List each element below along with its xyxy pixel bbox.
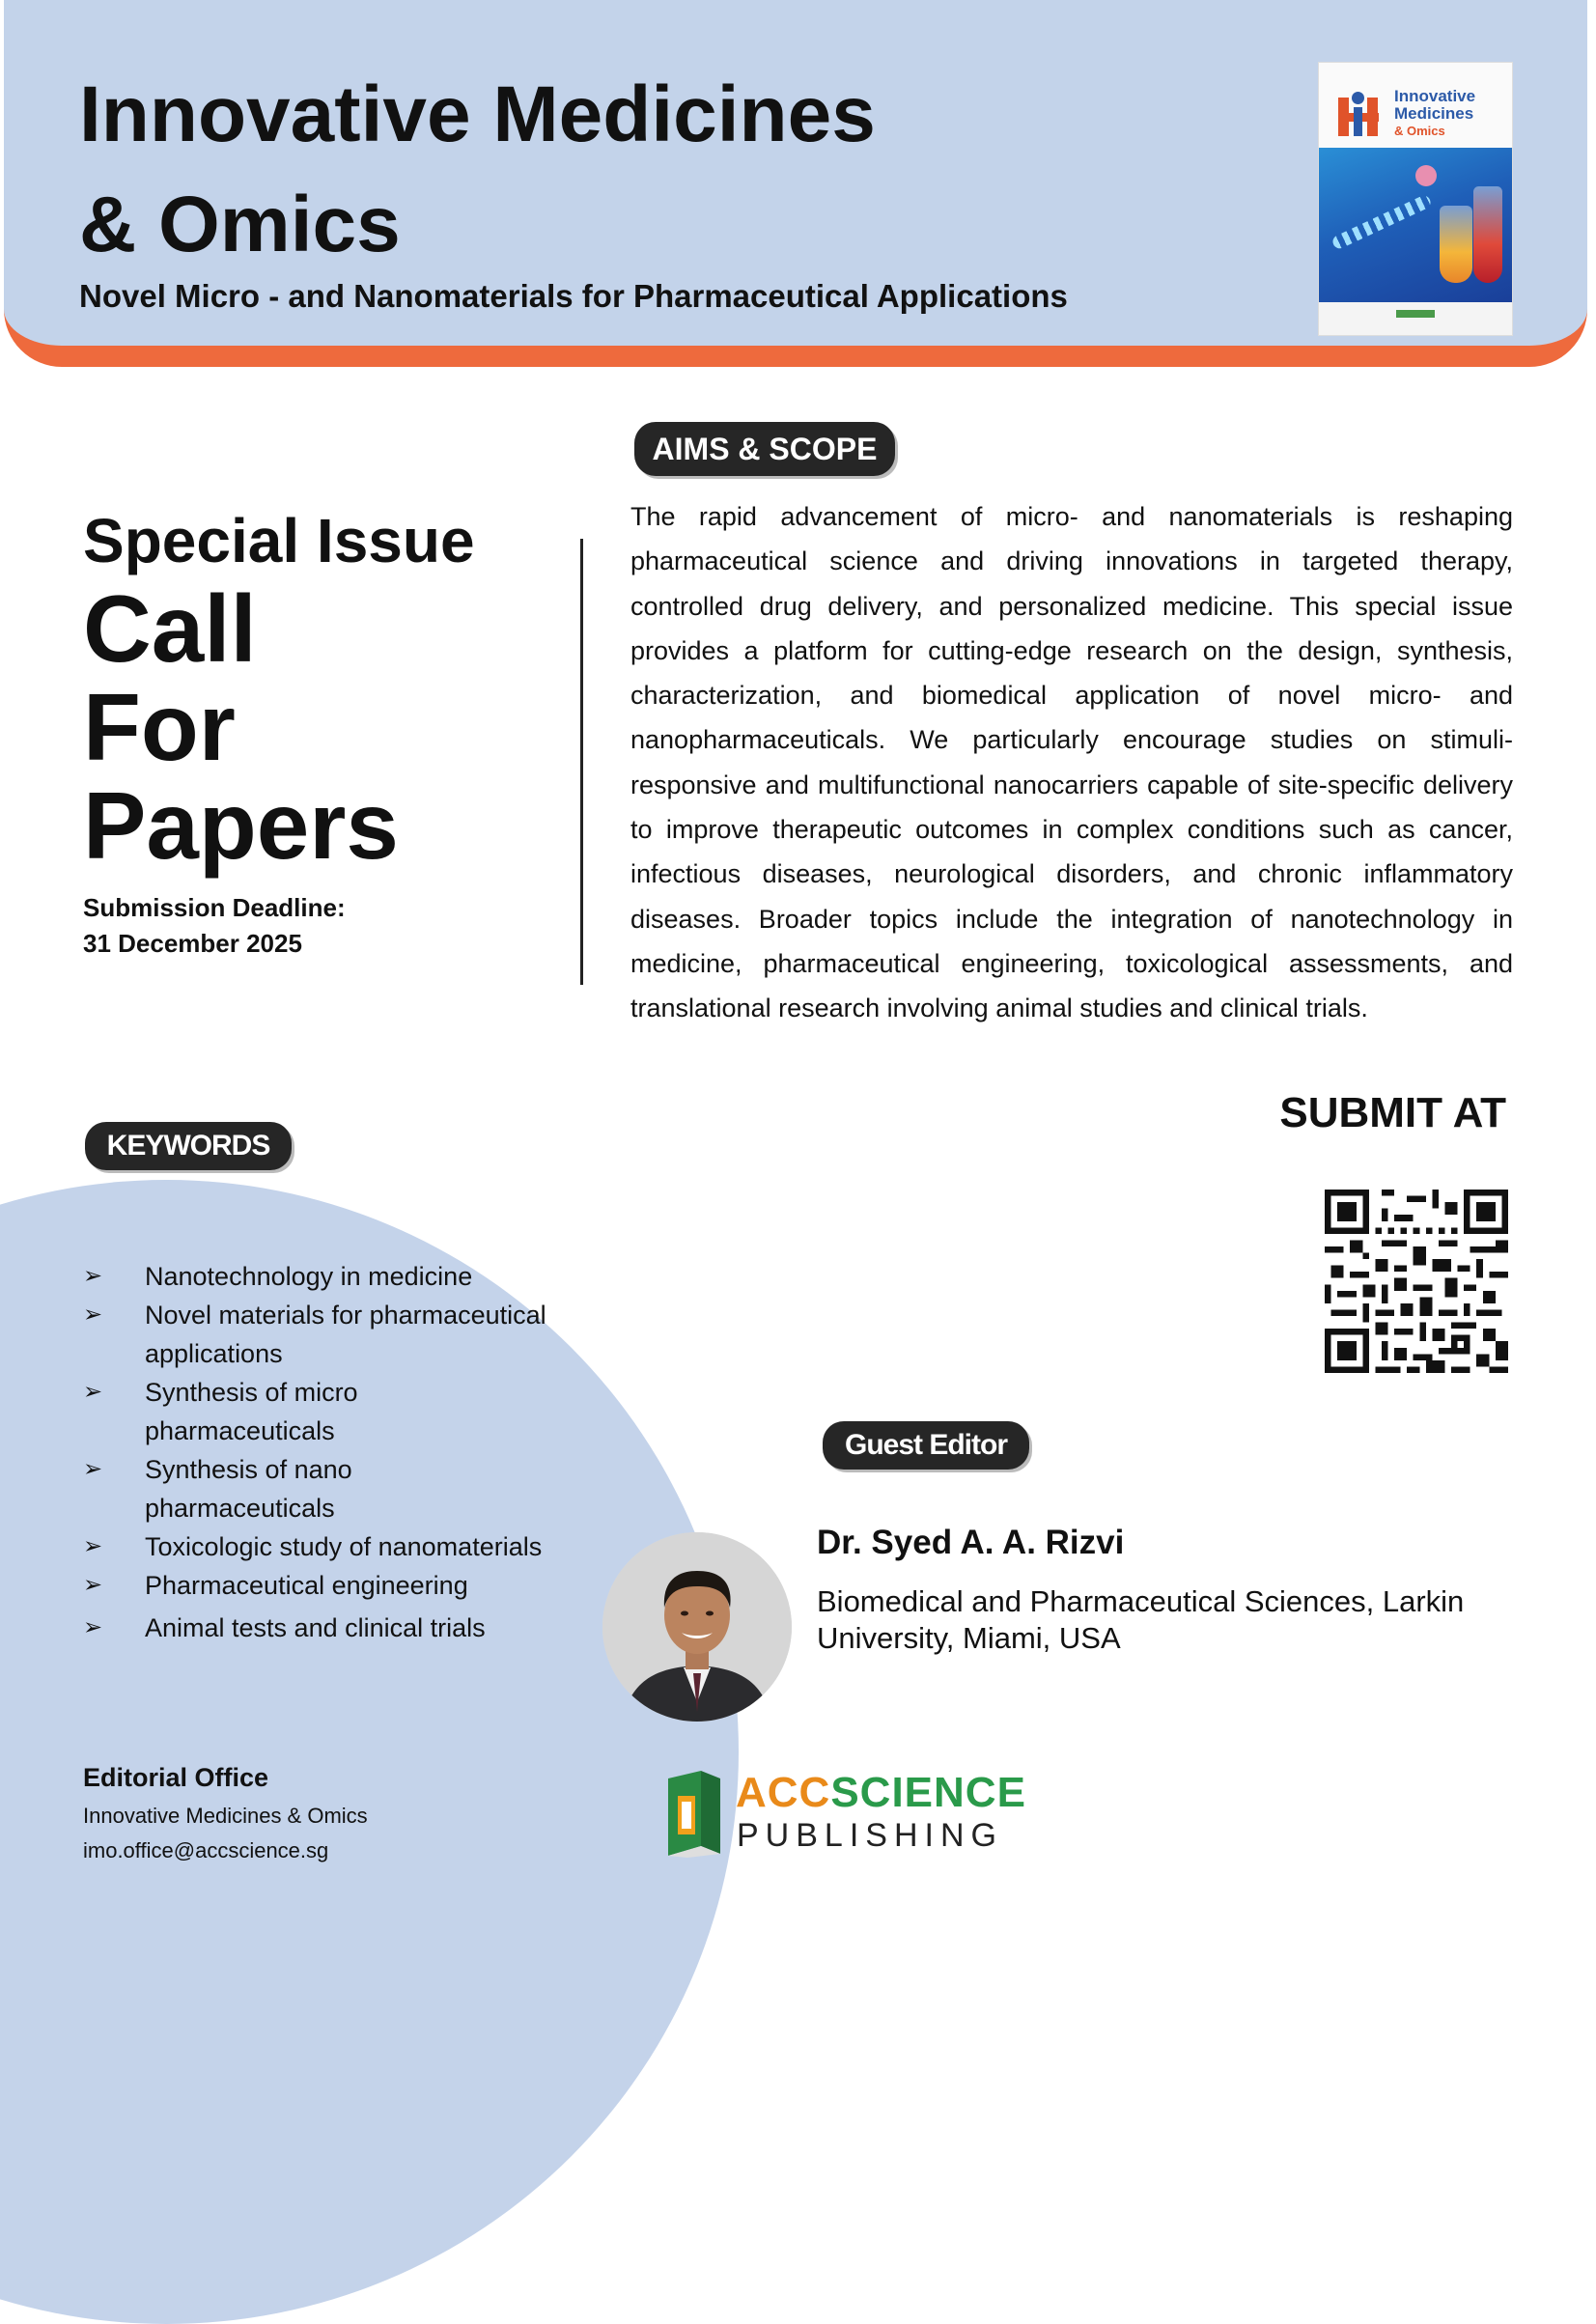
keyword-text: Synthesis of micro pharmaceuticals	[145, 1378, 358, 1445]
cover-title-line2: Medicines	[1394, 104, 1474, 123]
journal-logo-icon	[1338, 92, 1379, 136]
journal-cover-image	[1318, 62, 1513, 336]
guest-editor-label: Guest Editor	[823, 1421, 1029, 1470]
publisher-name-acc: ACC	[736, 1769, 831, 1816]
cover-artwork	[1319, 148, 1512, 302]
arrow-bullet-icon: ➢	[83, 1456, 103, 1482]
publisher-name-science: SCIENCE	[830, 1769, 1026, 1816]
special-issue-label: Special Issue	[83, 506, 475, 575]
arrow-bullet-icon: ➢	[83, 1379, 103, 1405]
call-for-papers-heading	[83, 575, 399, 879]
keyword-item	[83, 1527, 624, 1566]
keyword-text: Toxicologic study of nanomaterials	[145, 1532, 543, 1561]
deadline-label: Submission Deadline:	[83, 893, 346, 922]
publisher-book-icon	[662, 1769, 726, 1858]
arrow-bullet-icon: ➢	[83, 1572, 103, 1598]
submit-at-label: SUBMIT AT	[1279, 1089, 1506, 1136]
editorial-office-email[interactable]: imo.office@accscience.sg	[83, 1838, 329, 1862]
journal-title	[79, 60, 1045, 280]
deadline-value: 31 December 2025	[83, 929, 302, 958]
keyword-item	[83, 1450, 434, 1527]
keywords-label: KEYWORDS	[85, 1122, 292, 1170]
keyword-text: Pharmaceutical engineering	[145, 1571, 468, 1600]
journal-title-line2: & Omics	[79, 181, 401, 268]
arrow-bullet-icon: ➢	[83, 1263, 103, 1289]
keyword-text: Novel materials for pharmaceutical applications	[145, 1301, 546, 1368]
publisher-name	[736, 1769, 1026, 1817]
editorial-office-journal: Innovative Medicines & Omics	[83, 1804, 368, 1828]
keyword-text: Nanotechnology in medicine	[145, 1262, 473, 1291]
keyword-item	[83, 1609, 624, 1647]
keywords-list	[83, 1257, 624, 1647]
cover-title-line1: Innovative	[1394, 87, 1476, 105]
arrow-bullet-icon: ➢	[83, 1302, 103, 1328]
journal-title-line1: Innovative Medicines	[79, 70, 876, 158]
editor-affiliation: Biomedical and Pharmaceutical Sciences, Larkin University, Miami, USA	[817, 1584, 1465, 1655]
cfp-line-call: Call	[83, 575, 257, 682]
issue-subtitle: Novel Micro - and Nanomaterials for Pharmaceutical Applications	[79, 278, 1068, 314]
submission-qr-code[interactable]	[1325, 1190, 1508, 1373]
keyword-item	[83, 1257, 624, 1296]
arrow-bullet-icon: ➢	[83, 1533, 103, 1559]
keyword-text: Synthesis of nano pharmaceuticals	[145, 1455, 352, 1523]
cover-title-line3: & Omics	[1394, 124, 1445, 138]
keyword-item	[83, 1566, 624, 1605]
cover-title	[1394, 88, 1475, 140]
keyword-item	[83, 1373, 434, 1450]
column-divider	[580, 539, 583, 985]
cfp-line-for: For	[83, 674, 236, 780]
cfp-line-papers: Papers	[83, 772, 399, 879]
arrow-bullet-icon: ➢	[83, 1614, 103, 1640]
editor-portrait	[602, 1532, 792, 1722]
aims-scope-text: The rapid advancement of micro- and nanomaterials is reshaping pharmaceutical science and driving innovations in targeted therapy, controlled drug delivery, and personalized medicine. This special issue provides a platform for cutting-edge research on the design, synthesis, characterization, and biomedical application of novel micro- and nanopharmaceuticals. We particularly encourage studies on stimuli-responsive and multifunctional nanocarriers capable of site-specific delivery to improve therapeutic outcomes in complex conditions such as cancer, infectious diseases, neurological disorders, and chronic inflammatory diseases. Broader topics include the integration of nanotechnology in medicine, pharmaceutical engineering, toxicological assessments, and translational research involving animal studies and clinical trials.	[630, 502, 1513, 1023]
keyword-item	[83, 1296, 550, 1373]
cover-publisher-mark	[1396, 310, 1435, 318]
publisher-subtitle: PUBLISHING	[737, 1817, 1003, 1854]
aims-scope-label: AIMS & SCOPE	[634, 422, 895, 476]
keyword-text: Animal tests and clinical trials	[145, 1613, 486, 1642]
editorial-office-title: Editorial Office	[83, 1763, 269, 1792]
editor-name: Dr. Syed A. A. Rizvi	[817, 1524, 1125, 1561]
